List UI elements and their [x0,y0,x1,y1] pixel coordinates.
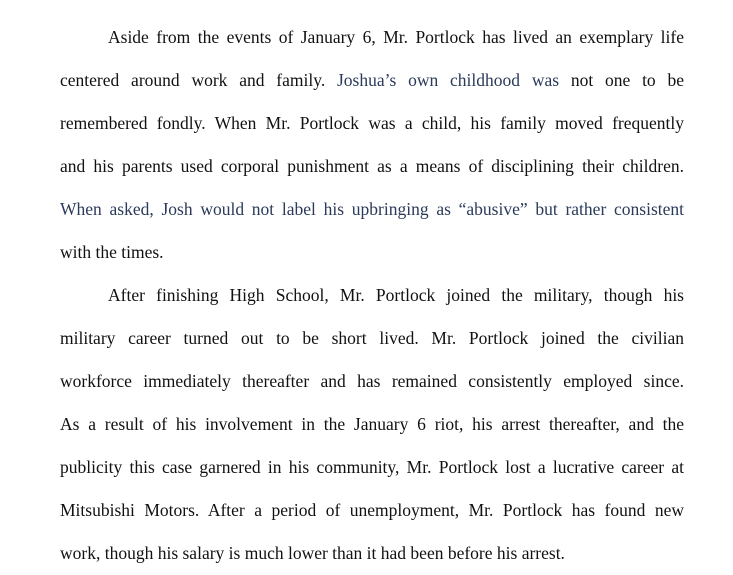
text-segment: publicity this case garnered in his community, Mr. Portlock lost a lucrative career at [60,457,684,477]
paragraph-line [60,446,684,489]
paragraph-1 [60,16,684,274]
paragraph-line [60,59,684,102]
document-page [60,16,684,575]
text-segment: and his parents used corporal punishment as a means of disciplining their children. [60,156,684,176]
text-segment: workforce immediately thereafter and has remained consistently employed since. [60,371,684,391]
text-segment: Mitsubishi Motors. After a period of unemployment, Mr. Portlock has found new [60,500,684,520]
paragraph-2 [60,274,684,575]
text-segment: military career turned out to be short lived. Mr. Portlock joined the civilian [60,328,684,348]
text-segment: work, though his salary is much lower than it had been before his arrest. [60,543,565,563]
paragraph-line [60,16,684,59]
paragraph-line [60,532,684,575]
paragraph-line [60,231,684,274]
highlighted-text-segment: When asked, Josh would not label his upbringing as “abusive” but rather consistent [60,199,684,219]
text-segment: centered around work and family. [60,70,337,90]
highlighted-text-segment: Joshua’s own childhood was [337,70,560,90]
text-segment: not one to be [559,70,684,90]
paragraph-line [60,317,684,360]
paragraph-line [60,274,684,317]
text-segment: After finishing High School, Mr. Portlock joined the military, though his [108,285,684,305]
paragraph-line [60,489,684,532]
paragraph-line [60,102,684,145]
paragraph-line [60,403,684,446]
text-segment: with the times. [60,242,164,262]
text-segment: remembered fondly. When Mr. Portlock was a child, his family moved frequently [60,113,684,133]
paragraph-line [60,360,684,403]
text-segment: As a result of his involvement in the January 6 riot, his arrest thereafter, and the [60,414,684,434]
paragraph-line [60,145,684,188]
text-segment: Aside from the events of January 6, Mr. Portlock has lived an exemplary life [108,27,684,47]
paragraph-line [60,188,684,231]
